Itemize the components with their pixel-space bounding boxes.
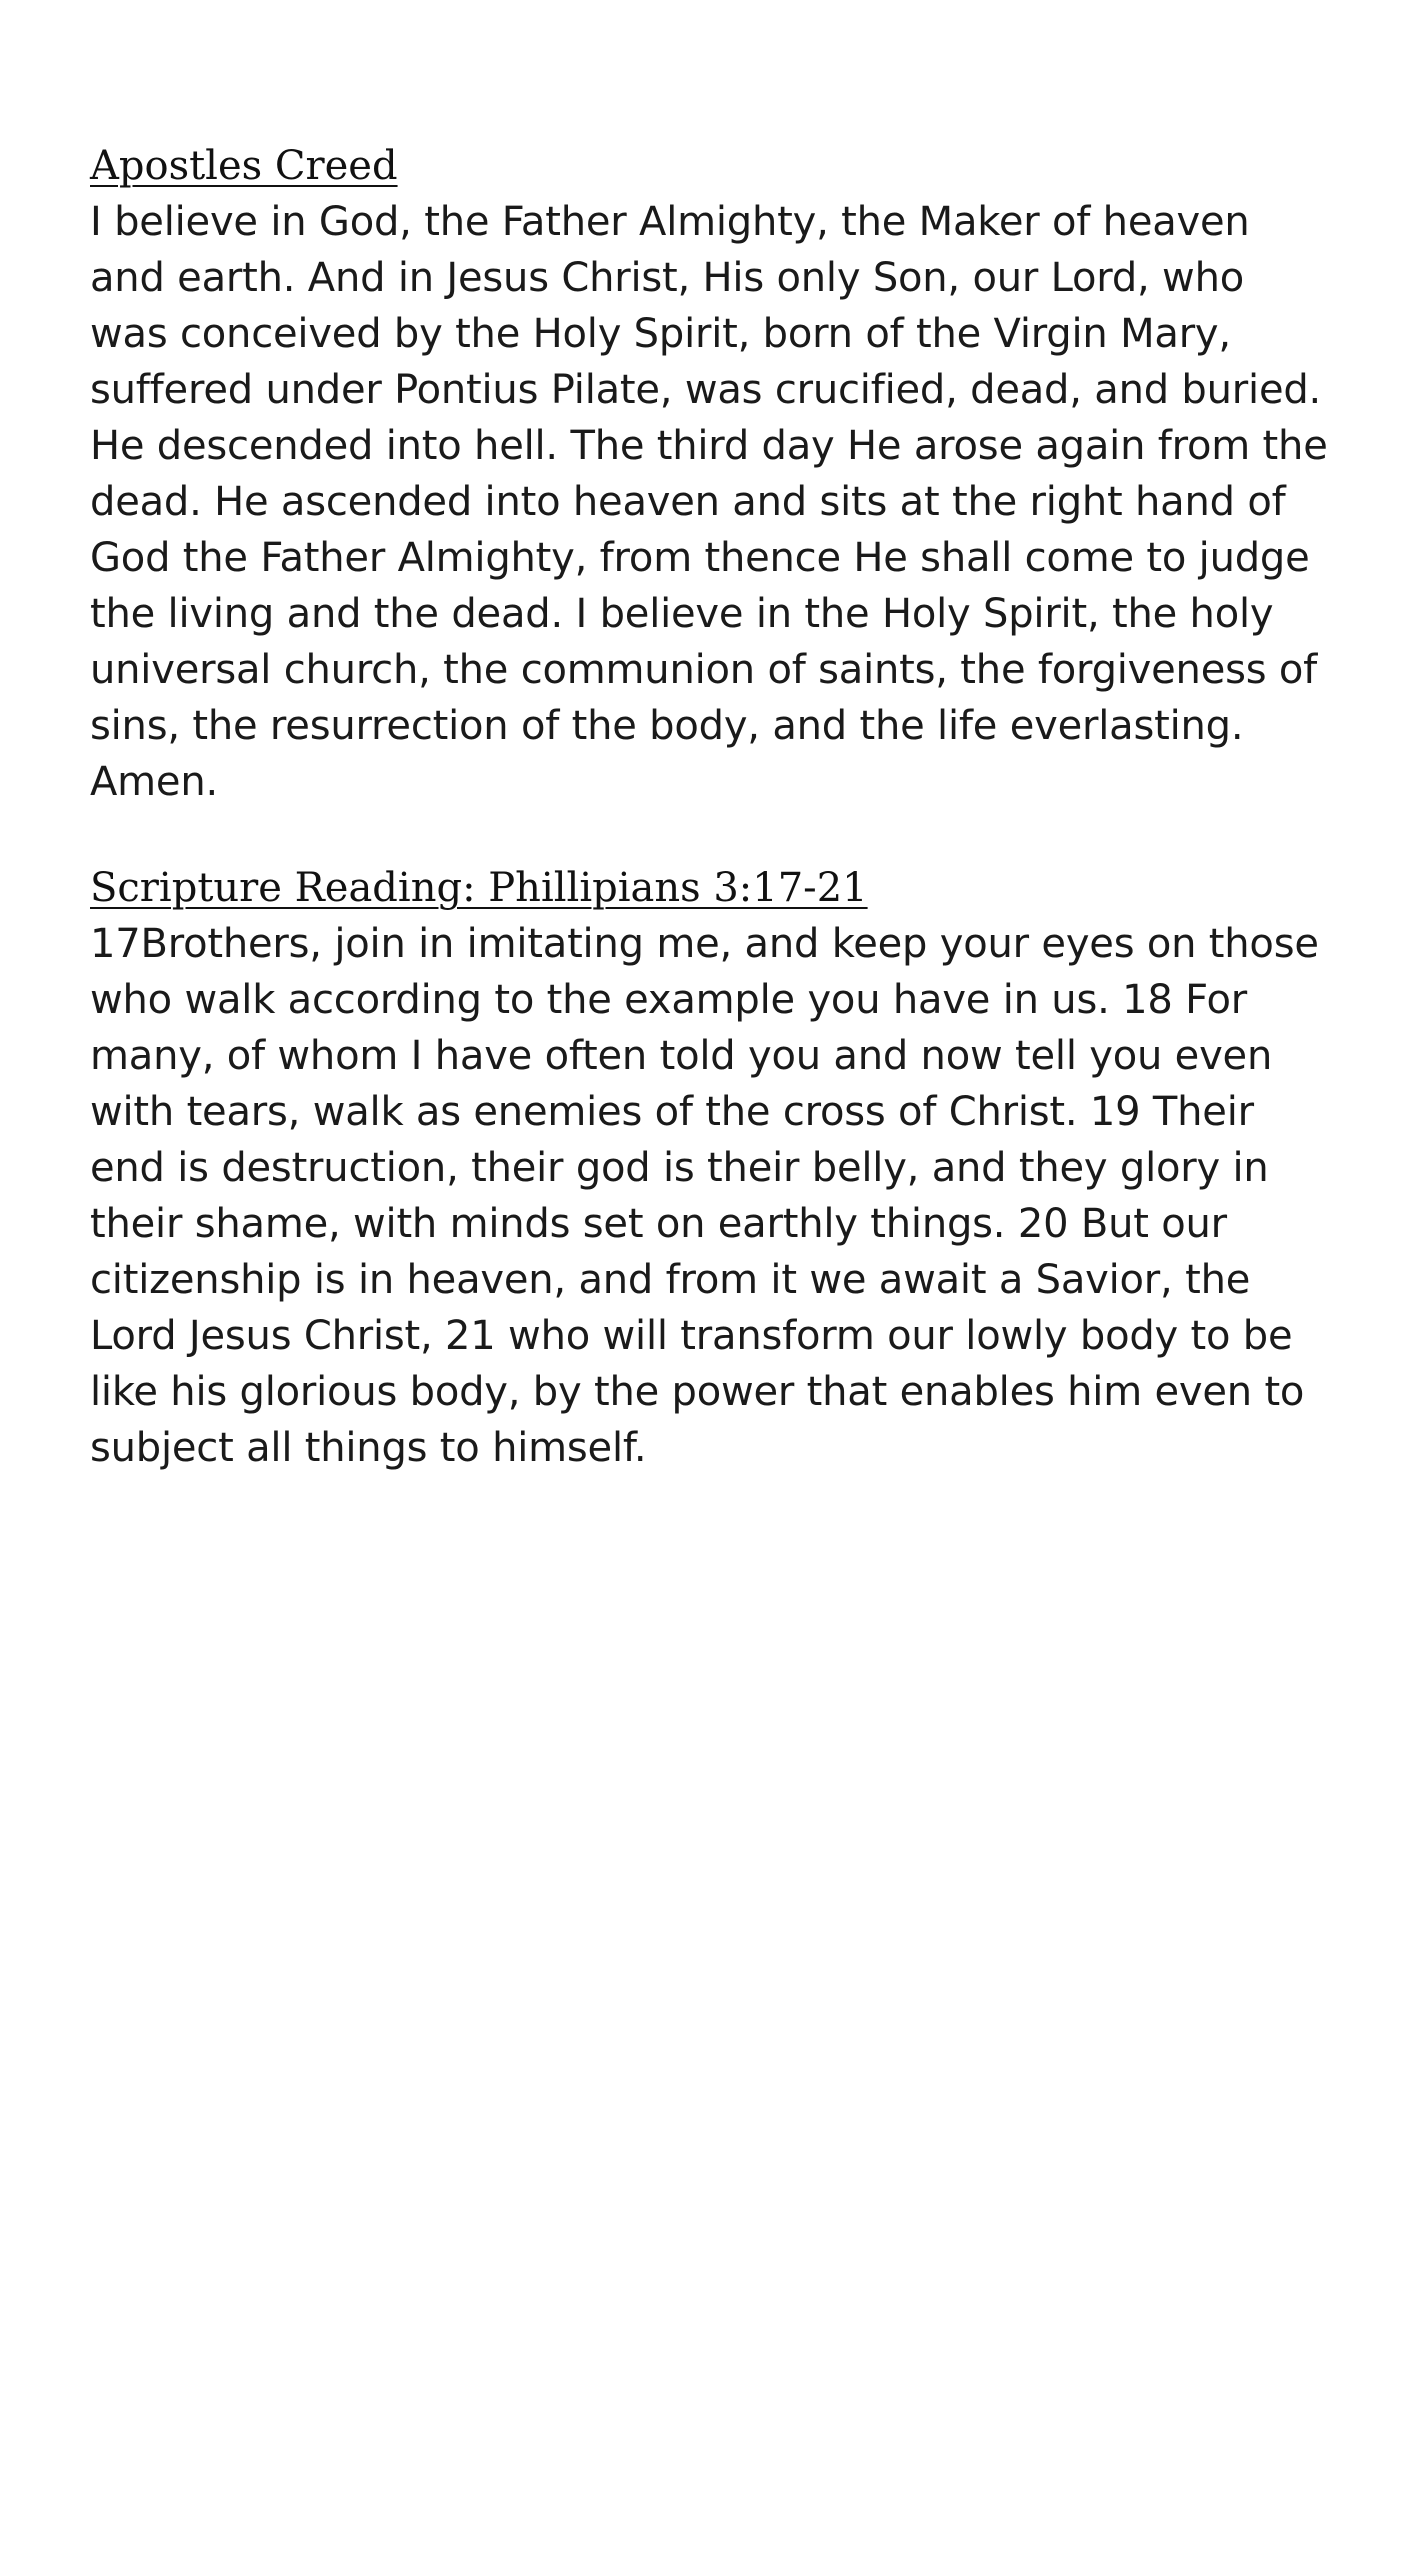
apostles-creed-text: I believe in God, the Father Almighty, the Maker of heaven and earth. And in Jesus Christ, His only Son, our Lord, who was conceived by the Holy Spirit, born of the Virgin Mary, suffered under Pontius Pilate, was crucified, dead, and buried. He descended into hell. The third day He arose again from the dead. He ascended into heaven and sits at the right hand of God the Father Almighty, from thence He shall come to judge the living and the dead. I believe in the Holy Spirit, the holy universal church, the communion of saints, the forgiveness of sins, the resurrection of the body, and the life everlasting. Amen. bbox=[90, 199, 1328, 805]
apostles-creed-section bbox=[90, 138, 1330, 810]
scripture-reading-text: 17Brothers, join in imitating me, and keep your eyes on those who walk according to the example you have in us. 18 For many, of whom I have often told you and now tell you even with tears, walk as enemies of the cross of Christ. 19 Their end is destruction, their god is their belly, and they glory in their shame, with minds set on earthly things. 20 But our citizenship is in heaven, and from it we await a Savior, the Lord Jesus Christ, 21 who will transform our lowly body to be like his glorious body, by the power that enables him even to subject all things to himself. bbox=[90, 921, 1319, 1471]
scripture-reading-section bbox=[90, 860, 1330, 1476]
scripture-reading-heading: Scripture Reading: Phillipians 3:17-21 bbox=[90, 865, 868, 911]
apostles-creed-heading: Apostles Creed bbox=[90, 143, 398, 189]
document-page bbox=[90, 138, 1330, 1526]
